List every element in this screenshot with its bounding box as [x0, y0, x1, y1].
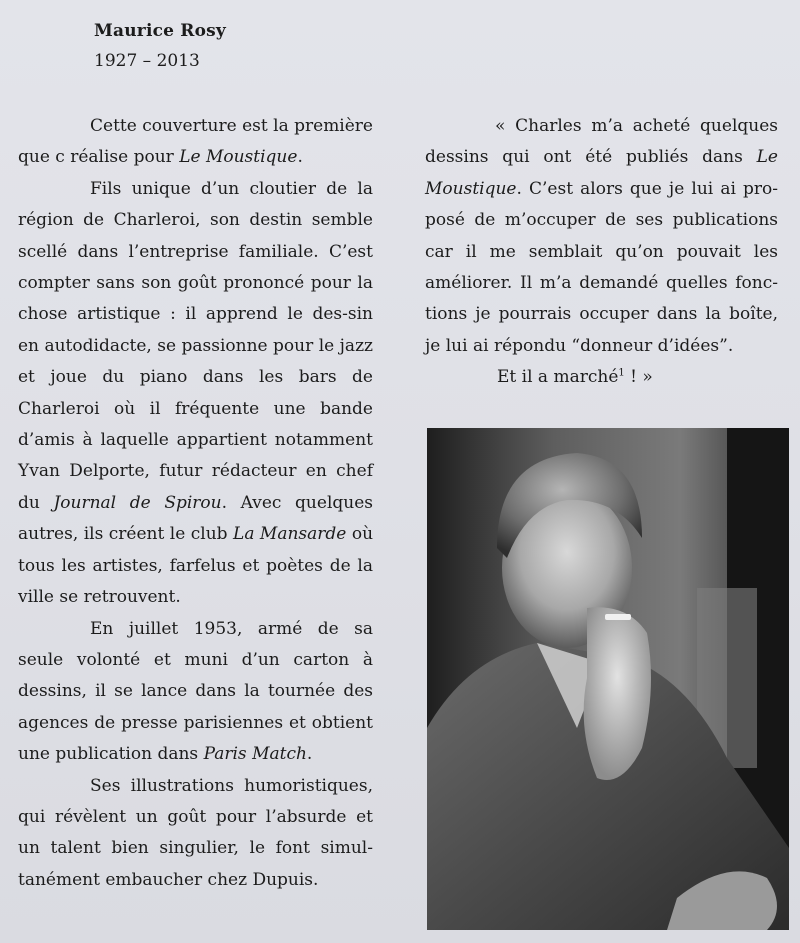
- paragraph-3-text: En juillet 1953, armé de sa seule volonté et muni d’un carton à dessins, il se lance dans la tournée des agences de presse parisiennes et obtient une publication dans: [18, 618, 373, 765]
- paragraph-2-text: Fils unique d’un cloutier de la région de Charleroi, son destin semble scellé dans l’entreprise familiale. C’est compter sans son goût prononcé pour la chose artistique : il apprend le des-sin en autodidacte, se passionne pour le jazz et joue du piano dans les bars de Charleroi où il fréquente une bande d’amis à laquelle appartient notamment Yvan Delporte, futur rédacteur en chef du: [18, 178, 373, 513]
- quote-1-text: « Charles m’a acheté quelques dessins qui ont été publiés dans: [425, 116, 778, 168]
- title-la-mansarde: La Mansarde: [233, 524, 347, 545]
- quote-1-end: . C’est alors que je lui ai pro-posé de m’occuper de ses publications car il me semblait qu’on pouvait les améliorer. Il m’a demandé quelles fonc-tions je pourrais occuper dans la boîte, je lui ai répondu “donneur d’idées”.: [425, 178, 778, 356]
- quote-paragraph-2: [425, 362, 778, 393]
- paragraph-2-end: où tous les artistes, farfelus et poètes de la ville se retrouvent.: [18, 524, 374, 608]
- right-quote-column: [425, 111, 778, 394]
- paragraph-4: Ses illustrations humoristiques, qui révèlent un goût pour l’absurde et un talent bien singulier, le font simul-tanément embaucher chez Dupuis.: [18, 775, 373, 890]
- paragraph-3: [18, 614, 373, 771]
- footnote-marker: 1: [618, 367, 625, 379]
- portrait-illustration: [427, 428, 789, 930]
- paragraph-1-text: Cette couverture est la première que c réalise pour: [18, 116, 373, 168]
- portrait-photo: [427, 428, 789, 930]
- title-le-moustique: Le Moustique: [179, 147, 298, 168]
- quote-2-end: ! »: [624, 367, 653, 388]
- quote-paragraph-1: [425, 111, 778, 362]
- paragraph-1: [18, 111, 373, 174]
- author-header: [94, 18, 226, 74]
- left-text-column: [18, 111, 373, 896]
- quote-2-text: Et il a marché: [497, 367, 619, 388]
- quote-title-le-moustique: Le Moustique: [425, 147, 778, 199]
- paragraph-1-end: .: [297, 147, 303, 168]
- paragraph-3-end: .: [306, 744, 313, 765]
- author-name: Maurice Rosy: [94, 21, 227, 41]
- paragraph-2-middle: . Avec quelques autres, ils créent le club: [18, 492, 373, 545]
- title-journal-de-spirou: Journal de Spirou: [53, 492, 222, 513]
- title-paris-match: Paris Match: [203, 744, 307, 765]
- paragraph-2: [18, 174, 373, 614]
- author-dates: 1927 – 2013: [94, 51, 200, 71]
